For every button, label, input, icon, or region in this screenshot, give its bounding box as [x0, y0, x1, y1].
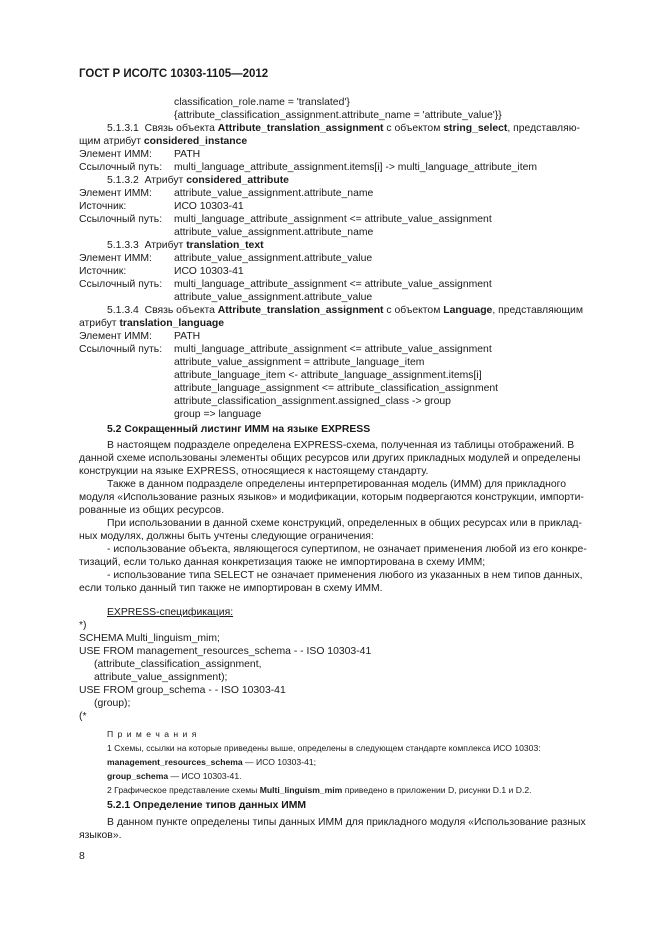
clause-number: 5.1.3.4	[107, 305, 139, 316]
paragraph-line: Также в данном подразделе определены интерпретированная модель (ИММ) для прикладного	[107, 479, 567, 490]
text-line	[79, 317, 224, 330]
schema-name: Multi_linguism_mim	[259, 785, 343, 795]
value: attribute_language_assignment <= attribute_classification_assignment	[174, 383, 499, 394]
label-ref: Ссылочный путь:	[79, 279, 163, 290]
value: attribute_value_assignment.attribute_value	[174, 292, 373, 303]
express-spec-label: EXPRESS-спецификация:	[107, 607, 234, 618]
attribute-name: considered_attribute	[186, 175, 289, 186]
label-src: Источник:	[79, 201, 127, 212]
text: 2 Графическое представление схемы	[107, 785, 260, 795]
page-number: 8	[79, 851, 85, 862]
paragraph-line: В данном пункте определены типы данных ИММ для прикладного модуля «Использование разных	[107, 817, 586, 828]
value: attribute_value_assignment.attribute_name	[174, 227, 374, 238]
text: , представляю-	[507, 123, 580, 134]
code-line: (group);	[94, 698, 131, 709]
text: Атрибут	[144, 240, 184, 251]
value: PATH	[174, 331, 201, 342]
text: Связь объекта	[144, 123, 215, 134]
document-header: ГОСТ Р ИСО/ТС 10303-1105—2012	[79, 68, 269, 80]
paragraph-line: В настоящем подразделе определена EXPRESS-схема, полученная из таблицы отображений. В	[107, 440, 575, 451]
code-line: attribute_value_assignment);	[94, 672, 228, 683]
note-1-item	[107, 770, 241, 783]
value: attribute_language_item <- attribute_language_assignment.items[i]	[174, 370, 482, 381]
text: — ИСО 10303-41.	[168, 771, 242, 781]
text: Связь объекта	[144, 305, 215, 316]
value: attribute_value_assignment = attribute_language_item	[174, 357, 425, 368]
code-line: USE FROM group_schema - - ISO 10303-41	[79, 685, 286, 696]
label-elem: Элемент ИММ:	[79, 188, 152, 199]
text-line	[79, 135, 247, 148]
schema-name: management_resources_schema	[107, 757, 243, 767]
label-elem: Элемент ИММ:	[79, 253, 152, 264]
entity-name: Attribute_translation_assignment	[217, 123, 384, 134]
entity-name: Language	[443, 305, 493, 316]
clause-5-1-3-4	[107, 304, 583, 317]
text: с объектом	[386, 123, 441, 134]
attribute-name: considered_instance	[143, 136, 248, 147]
code-line: USE FROM management_resources_schema - - ISO 10303-41	[79, 646, 372, 657]
clause-5-1-3-3	[107, 239, 264, 252]
schema-name: group_schema	[107, 771, 169, 781]
paragraph-line: данной схеме использованы элементы общих ресурсов или других прикладных модулей и определены	[79, 453, 581, 464]
label-elem: Элемент ИММ:	[79, 331, 152, 342]
subsection-heading: 5.2.1 Определение типов данных ИММ	[107, 800, 307, 811]
label-src: Источник:	[79, 266, 127, 277]
code-line: *)	[79, 620, 87, 631]
value: multi_language_attribute_assignment <= attribute_value_assignment	[174, 214, 492, 225]
clause-5-1-3-2	[107, 174, 289, 187]
paragraph-line: если только данный тип также не импортирован в схему ИММ.	[79, 583, 383, 594]
paragraph-line: конструкции на языке EXPRESS, относящиеся к настоящему стандарту.	[79, 466, 429, 477]
value: attribute_classification_assignment.assigned_class -> group	[174, 396, 451, 407]
attribute-name: translation_text	[186, 240, 264, 251]
text: — ИСО 10303-41;	[242, 757, 317, 767]
text: щим атрибут	[79, 136, 141, 147]
value: ИСО 10303-41	[174, 201, 244, 212]
note-2	[107, 784, 532, 797]
section-heading: 5.2 Сокращенный листинг ИММ на языке EXPRESS	[107, 424, 371, 435]
value: group => language	[174, 409, 262, 420]
clause-number: 5.1.3.1	[107, 123, 139, 134]
label-elem: Элемент ИММ:	[79, 149, 152, 160]
code-line: (attribute_classification_assignment,	[94, 659, 262, 670]
value: multi_language_attribute_assignment.items[i] -> multi_language_attribute_item	[174, 162, 538, 173]
text: атрибут	[79, 318, 117, 329]
attribute-name: translation_language	[119, 318, 224, 329]
clause-number: 5.1.3.3	[107, 240, 139, 251]
notes-title: П р и м е ч а н и я	[107, 729, 198, 739]
text: приведено в приложении D, рисунки D.1 и D.2.	[342, 785, 532, 795]
paragraph-line: При использовании в данной схеме конструкций, определенных в общих ресурсах или в приклад-	[107, 518, 582, 529]
paragraph-line: языков».	[79, 830, 122, 841]
value: multi_language_attribute_assignment <= attribute_value_assignment	[174, 344, 492, 355]
value: attribute_value_assignment.attribute_name	[174, 188, 374, 199]
text: с объектом	[386, 305, 441, 316]
text: Атрибут	[144, 175, 184, 186]
entity-name: string_select	[443, 123, 508, 134]
value: attribute_value_assignment.attribute_value	[174, 253, 373, 264]
note-1: 1 Схемы, ссылки на которые приведены выше, определены в следующем стандарте комплекса ИСО 10303:	[107, 743, 541, 753]
code-line: SCHEMA Multi_linguism_mim;	[79, 633, 220, 644]
text: , представляющим	[492, 305, 583, 316]
paragraph-line: ных модулях, должны быть учтены следующие ограничения:	[79, 531, 374, 542]
paragraph-line: модуля «Использование разных языков» и модификации, которым подвергаются конструкции, импорти-	[79, 492, 584, 503]
paragraph-line: - использование объекта, являющегося супертипом, не означает применения любой из его конкре-	[107, 544, 587, 555]
label-ref: Ссылочный путь:	[79, 214, 163, 225]
paragraph-line: - использование типа SELECT не означает применения любого из указанных в нем типов данных,	[107, 570, 583, 581]
paragraph-line: рованные из общих ресурсов.	[79, 505, 225, 516]
clause-number: 5.1.3.2	[107, 175, 139, 186]
text-line: classification_role.name = 'translated'}	[174, 97, 350, 108]
value: ИСО 10303-41	[174, 266, 244, 277]
note-1-item	[107, 756, 316, 769]
label-ref: Ссылочный путь:	[79, 162, 163, 173]
value: multi_language_attribute_assignment <= attribute_value_assignment	[174, 279, 492, 290]
label-ref: Ссылочный путь:	[79, 344, 163, 355]
paragraph-line: тизаций, если только данная конкретизация также не импортирована в схему ИММ;	[79, 557, 486, 568]
value: PATH	[174, 149, 201, 160]
text-line: {attribute_classification_assignment.attribute_name = 'attribute_value'}}	[174, 110, 502, 121]
code-line: (*	[79, 711, 87, 722]
clause-5-1-3-1	[107, 122, 580, 135]
entity-name: Attribute_translation_assignment	[217, 305, 384, 316]
